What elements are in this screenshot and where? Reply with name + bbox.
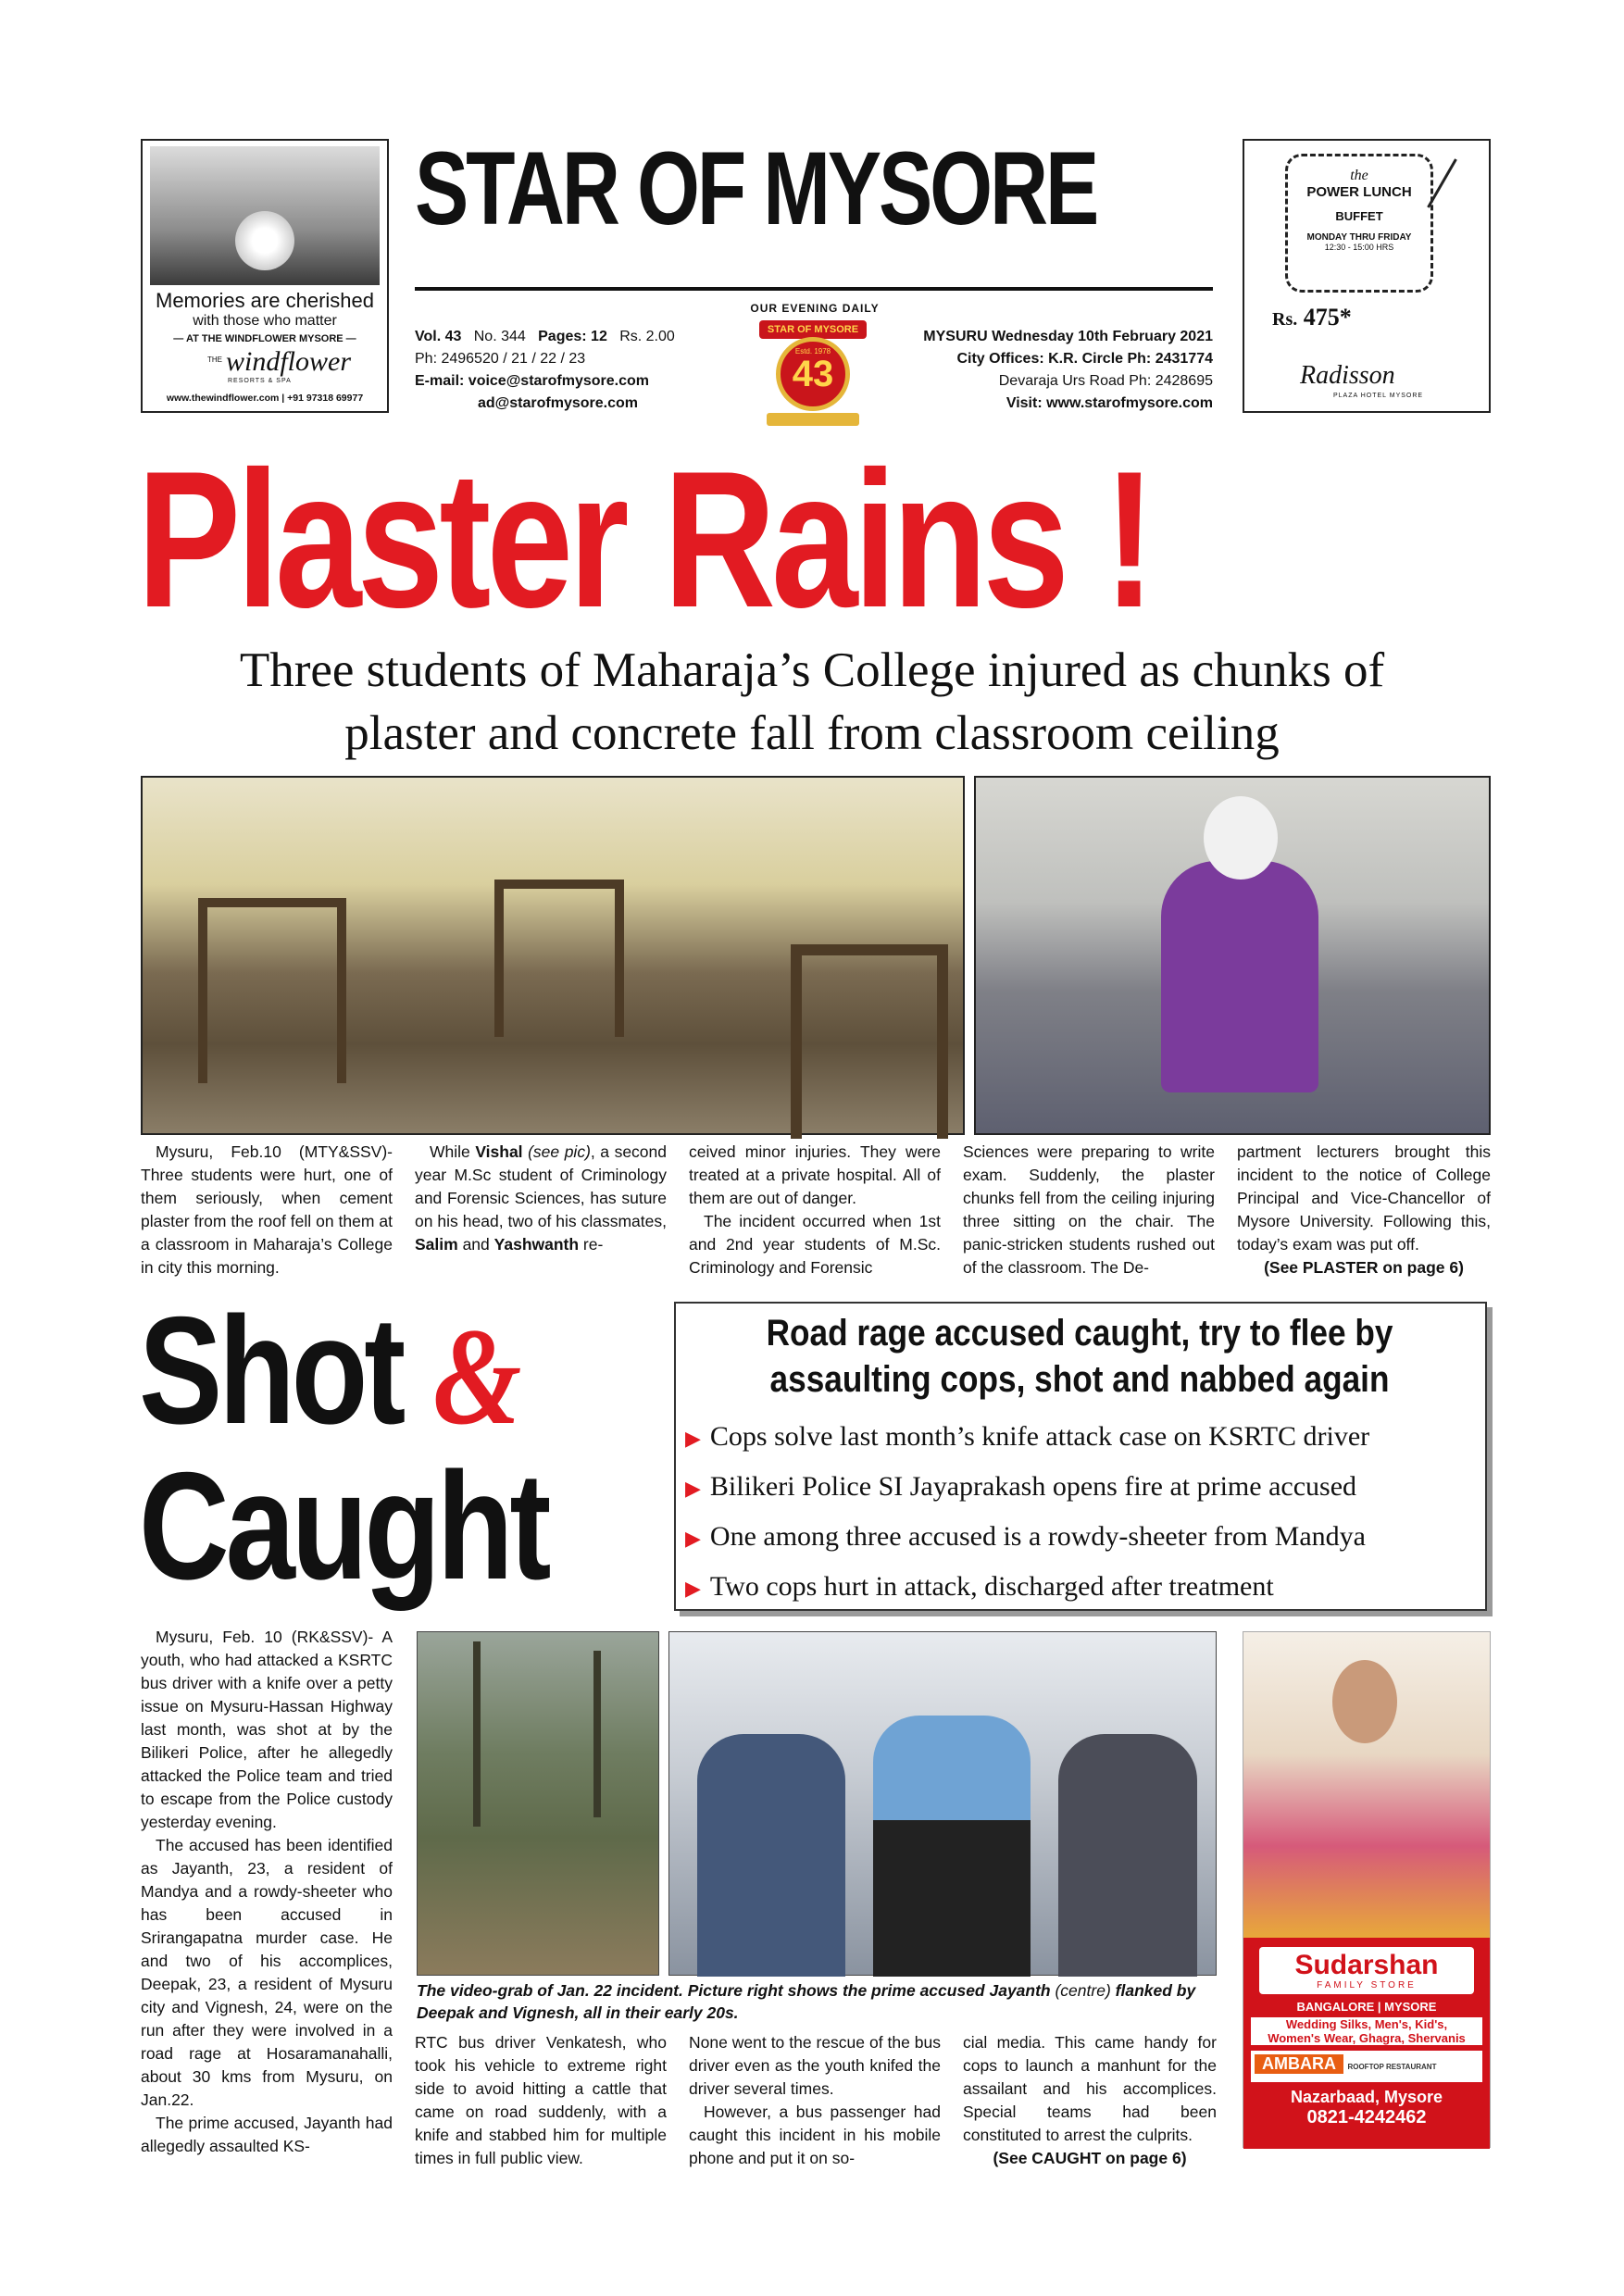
- headline-plaster-rains: Plaster Rains !: [137, 430, 1152, 648]
- story2-col1-b: The accused has been identified as Jayanth, 23, a resident of Mandya and a rowdy-sheeter who has been accused in Srirangapatna murder case. He and two of his accomplices, Deepak, 23, a resident of Mysuru city and Vignesh, 24, were on the run after they were involved in a road rage at Hosaramanahalli, about 30 kms from Mysuru, on Jan.22.: [141, 1836, 393, 2109]
- model-head: [1332, 1660, 1397, 1743]
- triangle-icon: ▶: [685, 1427, 701, 1450]
- sudarshan-phone: 0821-4242462: [1306, 2107, 1427, 2128]
- col2-see: (see pic): [522, 1142, 591, 1161]
- col2-b: , a second year M.Sc student of Criminology and Forensic Sciences, has suture on his head, two of his classmates,: [415, 1142, 668, 1230]
- bouquet-icon: [235, 211, 294, 270]
- story1-col5-text: partment lecturers brought this incident to the notice of College Principal and Vice-Chancellor of Mysore University. Following this, today’s exam was put off.: [1237, 1142, 1491, 1254]
- bullet-text: One among three accused is a rowdy-sheeter from Mandya: [709, 1521, 1366, 1552]
- story2-col3-b: However, a bus passenger had caught this incident in his mobile phone and put it on so-: [689, 2103, 941, 2167]
- sudarshan-location: Nazarbaad, Mysore: [1290, 2088, 1443, 2106]
- brand-name: windflower: [226, 346, 352, 377]
- story1-col3: [689, 1141, 941, 1279]
- offices1: City Offices: K.R. Circle Ph: 2431774: [956, 351, 1213, 367]
- video-grab-photo: [417, 1631, 659, 1976]
- col2-and: and: [457, 1235, 494, 1254]
- story1-col4: [963, 1141, 1215, 1279]
- issue-no: No. 344: [473, 329, 526, 344]
- headline-caught: Caught: [139, 1441, 548, 1611]
- brand-sub: RESORTS & SPA: [228, 378, 292, 384]
- date: MYSURU Wednesday 10th February 2021: [923, 329, 1213, 344]
- student-head: [1204, 796, 1278, 880]
- sudarshan-name: Sudarshan: [1294, 1950, 1439, 1980]
- photo-caption: [417, 1979, 1217, 2024]
- triangle-icon: ▶: [685, 1477, 701, 1500]
- radisson-logo: Radisson: [1300, 361, 1395, 390]
- tagline: OUR EVENING DAILY: [750, 302, 880, 315]
- col2-salim: Salim: [415, 1235, 458, 1254]
- story1-col5: [1237, 1141, 1491, 1279]
- caption-centre: (centre): [1055, 1981, 1111, 2000]
- story1-col1: [141, 1141, 393, 1279]
- plaster-continued-link[interactable]: (See PLASTER on page 6): [1264, 1258, 1464, 1277]
- bullet-item: [685, 1413, 1481, 1463]
- story2-col3-a: None went to the rescue of the bus driver even as the youth knifed the driver several times.: [689, 2033, 941, 2098]
- headline-shot: [139, 1285, 518, 1455]
- story2-col4: [963, 2031, 1217, 2170]
- ambara-name: AMBARA: [1255, 2054, 1343, 2074]
- ad-line3: — AT THE WINDFLOWER MYSORE —: [173, 333, 356, 344]
- pl-price: [1272, 304, 1352, 331]
- classroom-photo: [141, 776, 965, 1135]
- story2-col3: [689, 2031, 941, 2170]
- triangle-icon: ▶: [685, 1527, 701, 1550]
- pl-price-value: 475*: [1303, 304, 1352, 331]
- masthead-left-info: [415, 326, 675, 415]
- box-title-line1: Road rage accused caught, try to flee by: [766, 1313, 1393, 1354]
- desk-silhouette: [791, 944, 948, 1139]
- shot-word: Shot: [139, 1285, 403, 1455]
- emblem-year: Estd. 1978: [794, 347, 831, 356]
- story1-col4-text: Sciences were preparing to write exam. Suddenly, the plaster chunks fell from the ceiling injuring three sitting on the chair. The panic-stricken students rushed out of the classroom. The De-: [963, 1142, 1215, 1277]
- pages: Pages: 12: [538, 329, 607, 344]
- ambara-sub: ROOFTOP RESTAURANT: [1347, 2063, 1437, 2071]
- story2-summary-box: [674, 1302, 1487, 1611]
- tree-silhouette: [473, 1641, 481, 1827]
- sudarshan-desc2: Women's Wear, Ghagra, Shervanis: [1251, 2031, 1482, 2045]
- accused-trio-photo: [668, 1631, 1217, 1976]
- powerlunch-frame: [1285, 154, 1433, 293]
- sudarshan-cities: BANGALORE | MYSORE: [1296, 2000, 1437, 2014]
- bullet-item: [685, 1513, 1481, 1563]
- emblem-number: 43: [792, 354, 834, 394]
- ambara-logo: [1251, 2051, 1482, 2082]
- story2-col2: [415, 2031, 667, 2170]
- col2-yash: Yashwanth: [493, 1235, 580, 1254]
- story1-col1-text: Mysuru, Feb.10 (MTY&SSV)- Three students were hurt, one of them seriously, when cement plaster from the roof fell on them at a classroom in Maharaja’s College in city this morning.: [141, 1142, 393, 1277]
- pl-line5: 12:30 - 15:00 HRS: [1324, 243, 1394, 252]
- pl-line1: the: [1350, 168, 1368, 183]
- accused-figure-centre: [873, 1716, 1031, 1977]
- bullet-text: Bilikeri Police SI Jayaprakash opens fire at prime accused: [709, 1471, 1357, 1502]
- windflower-logo: [198, 346, 352, 391]
- caught-continued-link[interactable]: (See CAUGHT on page 6): [993, 2149, 1187, 2167]
- emblem-base-ribbon: [767, 413, 859, 426]
- desk-silhouette: [494, 880, 624, 1037]
- phone: Ph: 2496520 / 21 / 22 / 23: [415, 351, 586, 367]
- vol: Vol. 43: [415, 329, 462, 344]
- brand-prefix: THE: [207, 356, 222, 364]
- triangle-icon: ▶: [685, 1577, 701, 1600]
- bullet-list: [685, 1413, 1481, 1613]
- story1-col3-b: The incident occurred when 1st and 2nd year students of M.Sc. Criminology and Forensic: [689, 1212, 941, 1277]
- tree-silhouette: [593, 1651, 601, 1817]
- col2-a: While: [430, 1142, 476, 1161]
- story2-col2-text: RTC bus driver Venkatesh, who took his vehicle to extreme right side to avoid hitting a cattle that came on road suddenly, with a knife and stabbed him for multiple times in full public view.: [415, 2033, 667, 2167]
- caption-a: The video-grab of Jan. 22 incident. Picture right shows the prime accused Jayanth: [417, 1981, 1056, 2000]
- ad-line1: Memories are cherished: [156, 289, 374, 312]
- subhead-line2: plaster and concrete fall from classroom ceiling: [344, 706, 1280, 760]
- col2-c: re-: [579, 1235, 604, 1254]
- ad-footer: www.thewindflower.com | +91 97318 69977: [166, 393, 364, 404]
- sudarshan-sub: FAMILY STORE: [1317, 1980, 1417, 1990]
- box-title-line2: assaulting cops, shot and nabbed again: [769, 1359, 1390, 1400]
- email2: ad@starofmysore.com: [478, 395, 638, 411]
- pl-line2: POWER LUNCH: [1306, 184, 1412, 200]
- story1-col3-a: ceived minor injuries. They were treated at a private hospital. All of them are out of danger.: [689, 1142, 941, 1207]
- model-photo: [1243, 1632, 1490, 1938]
- wedding-photo: [150, 146, 380, 285]
- radisson-sub: PLAZA HOTEL MYSORE: [1333, 393, 1424, 399]
- offices2: Devaraja Urs Road Ph: 2428695: [998, 373, 1213, 389]
- accused-figure-left: [697, 1734, 845, 1977]
- sudarshan-ad[interactable]: [1243, 1631, 1491, 2148]
- website: Visit: www.starofmysore.com: [1006, 395, 1213, 411]
- story2-col1-a: Mysuru, Feb. 10 (RK&SSV)- A youth, who had attacked a KSRTC bus driver with a knife over a petty issue on Mysuru-Hassan Highway last month, was shot at by the Bilikeri Police, after he allegedly attacked the Police team and tried to escape from the Police custody yesterday evening.: [141, 1628, 393, 1831]
- bullet-text: Two cops hurt in attack, discharged after treatment: [709, 1571, 1274, 1602]
- story2-col1: [141, 1626, 393, 2158]
- pl-line4: MONDAY THRU FRIDAY: [1306, 232, 1412, 243]
- ad-line2: with those who matter: [193, 313, 337, 329]
- story1-col2: [415, 1141, 667, 1256]
- masthead-rule: [415, 287, 1213, 291]
- ampersand: &: [432, 1300, 518, 1454]
- sudarshan-banner: [1243, 1938, 1490, 2149]
- sudarshan-desc1: Wedding Silks, Men's, Kid's,: [1251, 2017, 1482, 2031]
- story2-col4-text: cial media. This came handy for cops to launch a manhunt for the assailant and his accomplices. Special teams had been constituted to arrest the culprits.: [963, 2033, 1217, 2144]
- radisson-ad[interactable]: [1243, 139, 1491, 413]
- caption-b: flanked by Deepak and Vignesh, all in their early 20s.: [417, 1981, 1196, 2022]
- masthead-right-info: [833, 326, 1213, 415]
- sudarshan-logo: [1259, 1947, 1474, 1994]
- pl-line3: BUFFET: [1335, 209, 1383, 223]
- bullet-item: [685, 1463, 1481, 1513]
- injured-student-photo: [974, 776, 1491, 1135]
- story2-col1-c: The prime accused, Jayanth had allegedly assaulted KS-: [141, 2114, 393, 2155]
- desk-silhouette: [198, 898, 346, 1083]
- email1: E-mail: voice@starofmysore.com: [415, 373, 650, 389]
- student-figure: [1161, 861, 1318, 1092]
- col2-name: Vishal: [475, 1142, 523, 1161]
- windflower-ad[interactable]: [141, 139, 389, 413]
- pl-price-prefix: Rs.: [1272, 309, 1298, 330]
- bullet-text: Cops solve last month’s knife attack case on KSRTC driver: [709, 1421, 1370, 1452]
- bullet-item: [685, 1563, 1481, 1613]
- accused-figure-right: [1058, 1734, 1197, 1977]
- masthead-title: STAR OF MYSORE: [415, 131, 1097, 246]
- subhead-line1: Three students of Maharaja’s College injured as chunks of: [239, 643, 1385, 697]
- price: Rs. 2.00: [619, 329, 675, 344]
- emblem-ribbon: STAR OF MYSORE: [759, 320, 867, 339]
- story1-col2-para: [415, 1141, 667, 1256]
